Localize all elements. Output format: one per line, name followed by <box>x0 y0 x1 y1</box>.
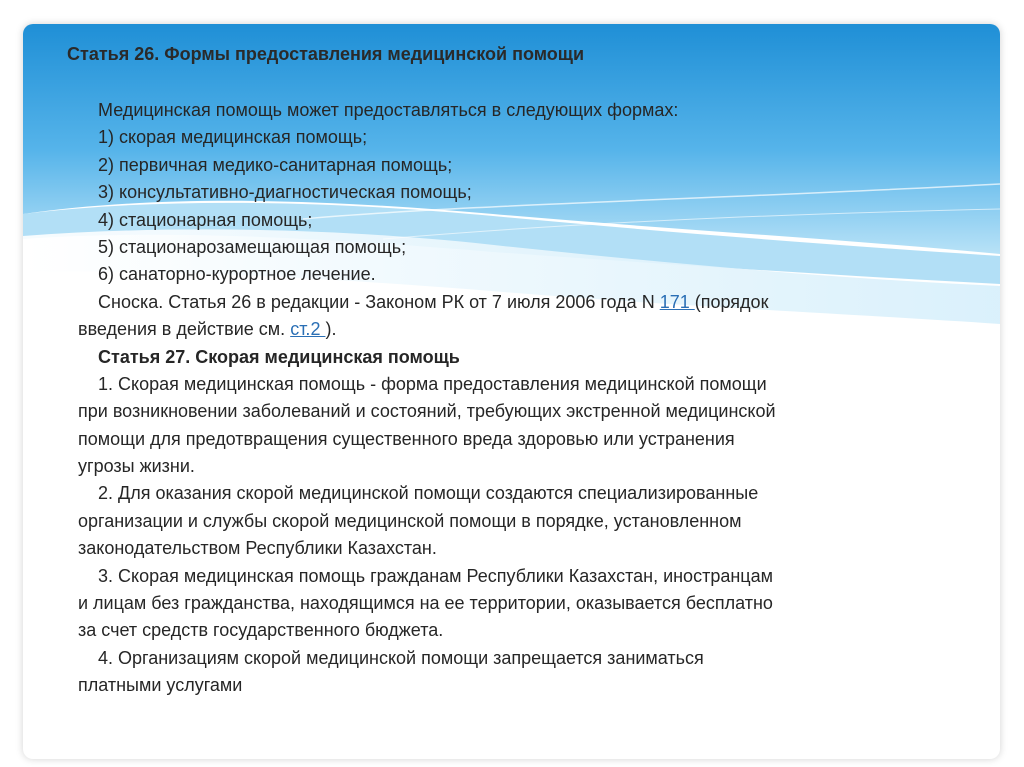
article27-p4-line2: платными услугами <box>78 675 243 696</box>
article27-p3-line2: и лицам без гражданства, находящимся на ее территории, оказывается бесплатно <box>78 593 773 614</box>
article27-p3-line1: 3. Скорая медицинская помощь гражданам Республики Казахстан, иностранцам <box>98 565 773 586</box>
article27-p3-line3: за счет средств государственного бюджета. <box>78 620 444 641</box>
form-item-2: 2) первичная медико-санитарная помощь; <box>98 154 453 175</box>
slide-body <box>78 97 968 700</box>
form-item-6: 6) санаторно-курортное лечение. <box>98 264 376 285</box>
form-item-3: 3) консультативно-диагностическая помощь; <box>98 182 472 203</box>
form-item-1: 1) скорая медицинская помощь; <box>98 127 368 148</box>
article27-heading: Статья 27. Скорая медицинская помощь <box>98 346 460 367</box>
footnote-line-2 <box>78 316 968 343</box>
article27-p4-line1: 4. Организациям скорой медицинской помощи запрещается заниматься <box>98 647 704 668</box>
slide-title: Статья 26. Формы предоставления медицинской помощи <box>67 44 585 64</box>
article27-p1-line1: 1. Скорая медицинская помощь - форма предоставления медицинской помощи <box>98 373 767 394</box>
article27-p2-line3: законодательством Республики Казахстан. <box>78 538 437 559</box>
law-171-link[interactable]: 171 <box>659 291 695 312</box>
footnote-text-cont: (порядок <box>694 291 769 312</box>
article27-p1-line3: помощи для предотвращения существенного вреда здоровью или устранения <box>78 428 735 449</box>
footnote-text: Сноска. Статья 26 в редакции - Законом РК от 7 июля 2006 года N <box>98 291 660 312</box>
footnote-line-1 <box>78 289 968 316</box>
form-item-5: 5) стационарозамещающая помощь; <box>98 236 407 257</box>
footnote-end: ). <box>325 319 337 340</box>
article27-p1-line4: угрозы жизни. <box>78 456 195 477</box>
form-item-4: 4) стационарная помощь; <box>98 209 313 230</box>
article26-intro: Медицинская помощь может предоставляться в следующих формах: <box>98 100 679 120</box>
article27-p2-line2: организации и службы скорой медицинской помощи в порядке, установленном <box>78 510 742 531</box>
article27-p2-line1: 2. Для оказания скорой медицинской помощи создаются специализированные <box>98 483 759 504</box>
article27-p1-line2: при возникновении заболеваний и состояний, требующих экстренной медицинской <box>78 401 776 422</box>
slide <box>23 24 1000 759</box>
footnote-text-2: введения в действие см. <box>78 319 291 340</box>
article-2-link[interactable]: ст.2 <box>290 319 326 340</box>
